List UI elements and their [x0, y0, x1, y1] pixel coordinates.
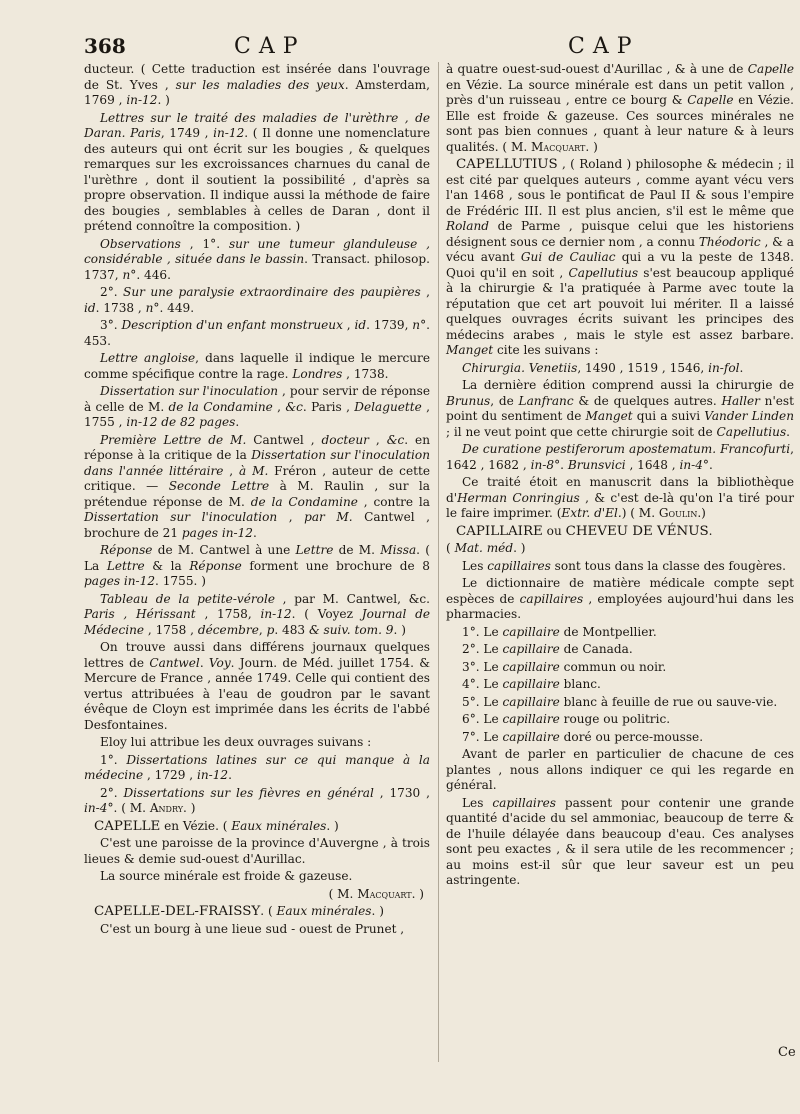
paragraph [84, 735, 430, 751]
text-run: pages in-12 [84, 574, 156, 588]
text-run: n'est point du sentiment de [446, 393, 795, 423]
text-run: Observations [100, 236, 181, 251]
running-head-right: CAP [568, 34, 640, 59]
text-run: commun ou noir. [559, 659, 667, 674]
text-run: décembre [197, 622, 259, 637]
text-run: . [739, 360, 744, 375]
text-run: Réponse [100, 543, 153, 557]
entry-heading-paragraph [446, 157, 794, 359]
text-run: ( [446, 541, 455, 555]
page-number: 368 [84, 34, 126, 58]
text-run: . Journ. de Méd. juillet 1754. & Mercure de France , année 1749. Celle qui contient des vertus attribuées à l'eau de goudron par le savant évêque de Cloyn est imprimée dans les écrits de l'abbé Desfontaines. [84, 655, 430, 732]
entry-heading-paragraph [446, 524, 794, 540]
text-run: .) [697, 506, 706, 520]
text-run: in-fol [708, 360, 740, 375]
text-run: . [708, 523, 713, 538]
text-run: 1°. [100, 752, 127, 767]
text-run: °. 453. [84, 318, 430, 348]
text-run: ; il ne veut point que cette chirurgie soit de [446, 424, 717, 439]
author-credit: Goulin [658, 506, 698, 520]
column-divider [438, 62, 439, 1062]
paragraph [446, 796, 794, 889]
text-run: capillaire [502, 624, 560, 639]
text-run: Cantwel [149, 655, 200, 670]
text-run: Brunus [446, 393, 491, 408]
text-run: °. ( M. [107, 801, 150, 815]
paragraph [84, 836, 430, 867]
text-run: Paris , Hérissant [84, 607, 196, 621]
author-credit: Andry [149, 801, 184, 815]
text-run: 2°. [100, 785, 124, 800]
text-run: in-4 [84, 801, 108, 815]
text-run: in-8 [530, 457, 555, 472]
text-run: Dissertations latines sur ce qui manque à la médecine [84, 752, 430, 782]
text-run: capillaire [502, 642, 560, 656]
text-run: en Vézie. La source minérale est dans un petit vallon , près d'un ruisseau , entre ce bourg & [446, 77, 794, 107]
text-run: Description d'un enfant monstrueux [121, 318, 343, 332]
text-run: , par M. Cantwel, &c. [274, 591, 430, 606]
text-run: , & a vécu avant [446, 234, 794, 264]
text-run: Extr. d'El. [561, 506, 622, 520]
paragraph [84, 786, 430, 817]
text-run: par M. [304, 510, 353, 524]
text-run: blanc à feuille de rue ou sauve-vie. [559, 694, 778, 709]
text-run: . ) [513, 541, 526, 555]
headword: CAPELLE [94, 818, 161, 834]
text-run: & la [144, 558, 190, 573]
text-run: . ( La [84, 543, 430, 573]
text-run: capillaire [502, 677, 560, 691]
text-run: de la Condamine [250, 494, 358, 509]
paragraph [84, 640, 430, 733]
text-run: , & c'est de-là qu'on l'a tiré pour le faire imprimer. ( [446, 490, 794, 520]
paragraph [446, 541, 794, 557]
text-run: capillaire [502, 729, 560, 744]
text-run: Ce traité étoit en manuscrit dans la bibliothèque d' [446, 475, 794, 505]
text-run: &c [285, 399, 303, 414]
text-run: . [786, 424, 791, 439]
text-run: cite les suivans : [493, 343, 599, 357]
paragraph [84, 237, 430, 284]
text-run: Mat. méd [454, 541, 514, 555]
text-run: Lettre [106, 558, 145, 573]
text-run: capillaire [502, 659, 560, 674]
text-run: à quatre ouest-sud-ouest d'Aurillac , & à une de [446, 62, 748, 76]
text-run: . Amsterdam, 1769 , [84, 77, 430, 107]
paragraph [84, 62, 430, 109]
edge-catchword: Ce [778, 1045, 796, 1060]
text-run: . Transact. philosop. 1737, [84, 252, 430, 282]
text-run: capillaires [492, 795, 556, 810]
text-run: . ) [393, 622, 406, 637]
paragraph [446, 475, 794, 522]
text-run: qui a suivi [632, 409, 705, 423]
text-run: . ( Il donne une nomenclature des auteurs qui ont écrit sur les bougies , & quelques remarques sur les excroissances charnues du canal de l'urèthre , dont il soutient la possibilité , d'après sa propre observation. Il indique aussi la méthode de faire des bougies , semblables à celles de Daran , dont il prétend connoître la composition. ) [84, 126, 430, 233]
text-run: C'est un bourg à une lieue sud - ouest de Prunet , [100, 921, 405, 936]
text-run: Théodoric [698, 234, 761, 249]
text-run: Journal de Médecine [84, 607, 430, 637]
author-credit: Macquart [531, 139, 586, 154]
text-run: Avant de parler en particulier de chacune de ces plantes , nous allons indiquer ce qui les regarde en général. [446, 747, 794, 792]
text-run: Eaux minérales [276, 904, 372, 918]
text-run: , 1729 , [143, 768, 197, 782]
text-run: C'est une paroisse de la province d'Auvergne , à trois lieues & demie sud-ouest d'Aurillac. [84, 836, 430, 866]
entry-heading-paragraph [84, 904, 430, 920]
text-run: La dernière édition comprend aussi la chirurgie de [462, 378, 794, 392]
text-run: Le dictionnaire de matière médicale compte sept espèces de [446, 576, 794, 606]
text-run: La source minérale est froide & gazeuse. [100, 869, 353, 883]
text-run: . [199, 655, 209, 670]
text-run: . ) [326, 818, 339, 833]
text-run: . ) [183, 801, 196, 815]
text-run: capillaires [519, 591, 584, 606]
headword: CAPILLAIRE [456, 523, 543, 539]
text-run: ou [542, 523, 566, 538]
text-run: Manget [585, 409, 633, 423]
headword: CHEVEU DE VÉNUS [565, 523, 709, 539]
text-run: de Parme , puisque celui que les historiens désignent sous ce dernier nom , a connu [446, 219, 794, 249]
text-run: Lettre angloise [100, 351, 196, 365]
text-run: 3°. Le [462, 659, 503, 674]
text-run: & suiv. tom. 9 [308, 622, 394, 637]
text-run: , 1648 , [625, 457, 680, 472]
text-run: . [252, 525, 257, 540]
text-run: ( M. [328, 886, 358, 901]
paragraph [84, 922, 430, 938]
text-run: en Vézie. ( [160, 818, 232, 833]
text-run: à M. [239, 463, 269, 478]
text-run: . Paris , [302, 399, 355, 414]
paragraph [446, 442, 794, 473]
text-run: , dans laquelle il indique le mercure comme spécifique contre la rage. [84, 351, 430, 381]
text-run: id [354, 318, 367, 332]
text-run: , 1°. [180, 236, 229, 251]
text-run: in-4 [679, 457, 703, 472]
paragraph [446, 660, 794, 676]
text-run: 3°. [100, 318, 122, 332]
text-run: ) ( M. [621, 506, 659, 520]
text-run: Roland [446, 219, 489, 233]
text-run: capillaire [502, 712, 560, 726]
text-run: , 1749 , [160, 126, 214, 140]
text-run: Les [462, 795, 493, 810]
text-run: Voy [208, 655, 231, 670]
paragraph [446, 747, 794, 794]
paragraph [446, 62, 794, 155]
text-run: de Montpellier. [559, 624, 657, 639]
text-run: 1°. Le [462, 624, 503, 639]
text-run: . 1739, [366, 318, 413, 332]
paragraph [446, 625, 794, 641]
left-column [84, 62, 430, 939]
text-run: , [258, 622, 267, 637]
text-run: , de [490, 393, 519, 408]
text-run: Manget [446, 343, 494, 357]
paragraph [84, 869, 430, 885]
text-run: à M. Raulin , sur la prétendue réponse de M. [84, 479, 431, 509]
text-run: . ) [585, 139, 598, 154]
text-run: en Vézie. Elle est froide & gazeuse. Ces sources minérales ne sont pas bien connues , quant à leur nature & à leurs qualités. ( M. [446, 93, 794, 154]
text-run: n [412, 318, 421, 332]
text-run: 5°. Le [462, 694, 503, 709]
text-run: sur une tumeur glanduleuse , considérable , située dans le bassin [84, 236, 430, 266]
text-run: °. [702, 457, 713, 472]
text-run: De curatione pestiferorum apostematum. Francofurti [462, 442, 791, 456]
text-run: Lettres sur le traité des maladies de l'urèthre , de Daran. Paris [84, 110, 430, 140]
text-run: Fréron , auteur de cette critique. — [84, 463, 430, 493]
text-run: Herman Conringius [457, 490, 580, 505]
text-run: °. [554, 457, 568, 472]
text-run: Chirurgia. Venetiis [462, 360, 578, 375]
text-run: docteur [321, 432, 369, 447]
text-run: . ( [260, 904, 277, 918]
paragraph [84, 111, 430, 235]
text-run: rouge ou politric. [559, 712, 671, 726]
paragraph [446, 361, 794, 377]
text-run: , employées aujourd'hui dans les pharmacies. [446, 591, 794, 621]
running-header [84, 34, 770, 64]
text-run: . en réponse à la critique de la [84, 432, 430, 462]
text-run: , 1758 , [144, 622, 198, 637]
text-run: 2°. Le [462, 642, 503, 656]
text-run: Eloy lui attribue les deux ouvrages suivans : [100, 735, 372, 749]
paragraph [446, 712, 794, 728]
text-run: . 483 [274, 622, 309, 637]
text-run: , [223, 463, 239, 478]
text-run: , [272, 399, 286, 414]
text-run: Gui de Cauliac [520, 250, 616, 264]
text-run: Sur une paralysie extraordinaire des paupières [123, 285, 421, 299]
paragraph [84, 433, 430, 542]
text-run: de M. Cantwel à une [152, 543, 296, 557]
text-run: , 1642 , 1682 , [446, 442, 794, 472]
paragraph [446, 559, 794, 575]
text-run: On trouve aussi dans différens journaux quelques lettres de [84, 640, 430, 670]
text-run: & de quelques autres. [573, 393, 722, 408]
paragraph [84, 753, 430, 784]
text-run: , ( Roland ) philosophe & médecin ; il est cité par quelques auteurs , comme ayant vécu vers l'an 1468 , sous le pontificat de Paul II & sous l'empire de Frédéric III. Il est plus ancien, s'il est le même que [446, 157, 794, 218]
text-run: Première Lettre de M. [100, 432, 247, 447]
text-run: Delaguette [354, 399, 422, 414]
text-run: . ( Voyez [291, 607, 362, 621]
text-run: 4°. Le [462, 677, 503, 691]
paragraph [446, 677, 794, 693]
headword: CAPELLE-DEL-FRAISSY [94, 904, 261, 919]
text-run: forment une brochure de 8 [241, 558, 430, 573]
author-credit: Macquart [357, 886, 412, 901]
paragraph [84, 887, 430, 903]
text-run: p [266, 622, 275, 637]
text-run: . ) [157, 93, 170, 107]
paragraph [446, 730, 794, 746]
text-run: , pour servir de réponse à celle de M. [84, 384, 430, 414]
text-run: °. 449. [153, 300, 195, 315]
text-run: Dissertation sur l'inoculation [84, 510, 278, 524]
text-run: . ) [411, 886, 424, 901]
text-run: qui a vu la peste de 1348. Quoi qu'il en soit , [446, 250, 794, 280]
text-run: Missa [380, 543, 417, 557]
text-run: Cantwel , brochure de 21 [84, 510, 430, 540]
text-run: Dissertation sur l'inoculation [100, 384, 279, 398]
text-run: Vander Linden [704, 409, 794, 423]
text-run: Eaux minérales [231, 818, 327, 833]
paragraph [446, 695, 794, 711]
paragraph [446, 576, 794, 623]
text-run: 6°. Le [462, 712, 503, 726]
text-run: n [122, 267, 131, 282]
text-run: , [277, 510, 305, 524]
text-run: Tableau de la petite-vérole [100, 591, 275, 606]
right-column [446, 62, 794, 891]
text-run: ducteur. ( Cette traduction est insérée dans l'ouvrage de St. Yves , [84, 62, 430, 92]
text-run: , contre la [357, 494, 430, 509]
text-run: sont tous dans la classe des fougères. [550, 558, 786, 573]
running-head-left: CAP [234, 34, 306, 59]
text-run: Lanfranc [518, 393, 574, 408]
text-run: , [342, 318, 355, 332]
text-run: Capellutius [716, 424, 787, 439]
text-run: passent pour contenir une grande quantité d'acide du sel ammoniac, beaucoup de terre & de l'huile délayée dans beaucoup d'eau. Ces analyses sont peu exactes , & il sera utile de les recommencer ; au moins est-il sûr que leur saveur est un peu astringente. [446, 795, 794, 887]
text-run: Capelle [687, 93, 734, 107]
text-run: , 1490 , 1519 , 1546, [577, 360, 709, 375]
text-run: Brunsvici [567, 457, 626, 472]
text-run: in-12 [213, 126, 245, 140]
paragraph [84, 592, 430, 639]
entry-heading-paragraph [84, 819, 430, 835]
text-run: . ) [371, 904, 384, 918]
text-run: . [235, 415, 240, 429]
text-run: Seconde Lettre [168, 479, 270, 493]
text-run: Capelle [747, 62, 794, 76]
text-run: , 1730 , [373, 785, 430, 800]
text-run: , [368, 432, 387, 447]
text-run: de M. [333, 543, 381, 557]
text-run: Londres [292, 366, 343, 381]
text-run: 2°. [100, 285, 124, 299]
text-run: capillaire [502, 694, 560, 709]
paragraph [84, 351, 430, 382]
text-run: sur les maladies des yeux [175, 77, 345, 92]
text-run: Réponse [189, 558, 242, 573]
headword: CAPELLUTIUS [456, 157, 558, 172]
text-run: °. 446. [130, 267, 171, 282]
text-run: . 1755. ) [155, 574, 206, 588]
paragraph [446, 642, 794, 658]
text-run: in-12 [260, 607, 292, 621]
text-run: . [228, 768, 232, 782]
text-run: 7°. Le [462, 729, 503, 744]
text-run: Dissertation sur l'inoculation dans l'année littéraire [84, 448, 430, 478]
text-run: doré ou perce-mousse. [559, 729, 704, 744]
text-run: Cantwel , [246, 432, 322, 447]
text-run: id [84, 300, 96, 315]
text-run: Dissertations sur les fièvres en général [123, 785, 374, 800]
text-run: blanc. [559, 677, 601, 691]
text-run: &c [386, 432, 405, 447]
text-run: , [420, 285, 430, 299]
paragraph [84, 384, 430, 431]
text-run: , 1758, [195, 607, 261, 621]
paragraph [84, 543, 430, 590]
text-run: Les [462, 558, 488, 573]
text-run: de la Condamine [168, 399, 273, 414]
text-run: Lettre [295, 543, 334, 557]
text-run: , 1755 , [84, 399, 430, 429]
text-run: . 1738 , [95, 300, 146, 315]
text-run: capillaires [487, 558, 551, 573]
text-run: in-12 [126, 93, 158, 107]
paragraph [446, 378, 794, 440]
text-run: s'est beaucoup appliqué à la chirurgie & l'a pratiquée à Parme avec toute la réputation que cet art pouvoit lui mériter. Il a laissé quelques ouvrages écrits suivant les principes des médecins arabes , mais le style est assez barbare. [446, 265, 795, 342]
paragraph [84, 285, 430, 316]
text-run: Capellutius [568, 265, 639, 280]
text-run: in-12 [196, 768, 229, 782]
text-run: pages in-12 [181, 525, 253, 540]
text-run: n [145, 300, 154, 315]
text-run: , 1738. [342, 366, 389, 381]
text-run: in-12 de 82 pages [126, 415, 236, 429]
text-run: de Canada. [559, 642, 633, 656]
text-run: Haller [721, 393, 760, 408]
paragraph [84, 318, 430, 349]
